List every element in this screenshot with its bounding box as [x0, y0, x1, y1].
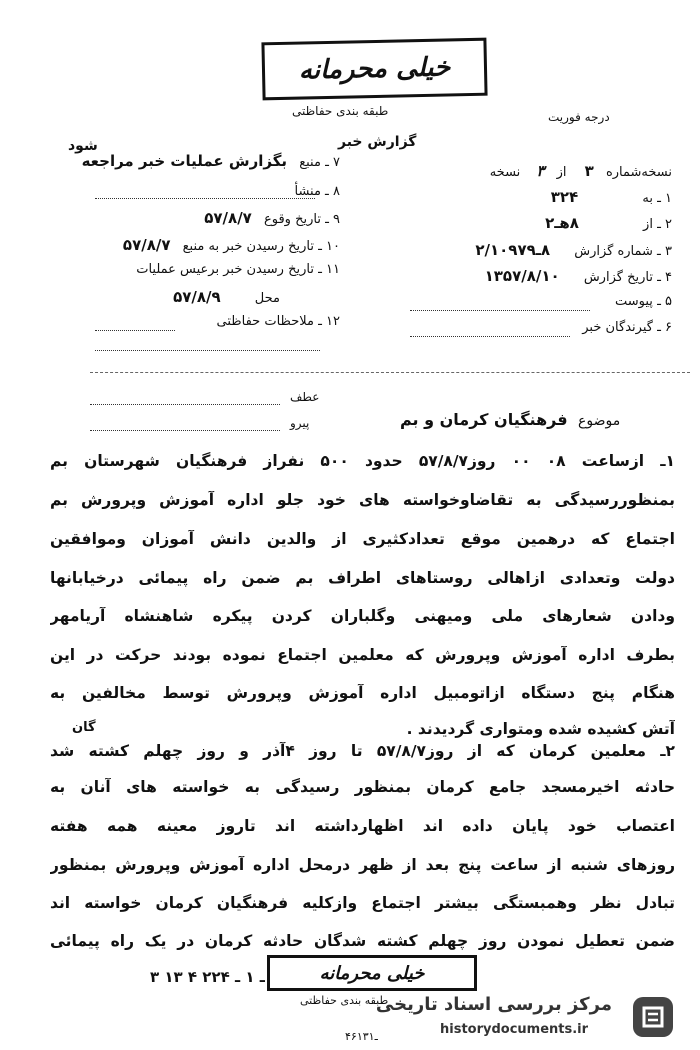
notes-dotline	[95, 330, 175, 331]
body-line: دولت وتعدادی ازاهالی روستاهای اطراف بم ضمن راه پیمائی درخیابانها	[50, 569, 675, 587]
report-title: گزارش خبر	[338, 134, 417, 150]
origin-dotline	[95, 198, 315, 199]
report-date-field: ۴ ـ تاریخ گزارش ۱۳۵۷/۸/۱۰	[484, 267, 672, 285]
peyro-dotline	[90, 430, 280, 431]
atf-label: عطف	[290, 390, 320, 404]
atf-dotline	[90, 404, 280, 405]
watermark-name: مرکز بررسی اسناد تاریخی	[375, 994, 612, 1015]
section-divider	[90, 372, 690, 373]
attachment-field: ۵ ـ پیوست	[615, 294, 672, 309]
receipt-at-source-field: ۱۰ ـ تاریخ رسیدن خبر به منبع ۵۷/۸/۷	[122, 236, 340, 254]
source-field: ۷ ـ منبع بگزارش عملیات خبر مراجعه	[81, 152, 340, 170]
page-number: ۴۶ـ۱۳۱	[345, 1030, 378, 1043]
archive-logo-icon	[630, 994, 676, 1040]
recipients-dotline	[410, 336, 570, 337]
event-date-field: ۹ ـ تاریخ وقوع ۵۷/۸/۷	[204, 209, 340, 227]
origin-field: ۸ ـ منشأ	[294, 184, 340, 199]
report-number-field: ۳ ـ شماره گزارش ۸ـ۲/۱۰۹۷۹	[475, 241, 672, 259]
watermark-url: historydocuments.ir	[440, 1022, 589, 1037]
body-line: ضمن تعطیل نمودن روز چهلم کشته شدگان حادثه کرمان در یک راه پیمائی	[50, 932, 675, 950]
receipt-at-ops-field: ۱۱ ـ تاریخ رسیدن خبر برعیس عملیات	[136, 262, 340, 277]
body-line: ۱ـ ازساعت ۰۸ ۰۰ روز۵۷/۸/۷ حدود ۵۰۰ نفراز فرهنگیان شهرستان بم	[50, 452, 675, 470]
body-line: تبادل نظر وهمبستگی بیشتر اجتماع وازکلیه فرهنگیان کرمان خواسته اند	[50, 894, 675, 912]
subject-field: موضوع فرهنگیان کرمان و بم	[400, 410, 621, 429]
line-suffix-gan: گان	[72, 720, 96, 735]
security-notes-field: ۱۲ ـ ملاحظات حفاظتی	[216, 314, 340, 329]
body-line: بمنظوررسیدگی به تقاضاوخواسته های خود جلو اداره آموزش وپرورش بم	[50, 491, 675, 509]
notes-dotline-2	[95, 350, 320, 351]
body-line: اعتصاب خود پایان داده اند اظهارداشته اند تاروز معینه همه هفته	[50, 817, 675, 835]
body-line: آتش کشیده شده ومتواری گردیدند .	[406, 720, 675, 738]
priority-label: درجه فوریت	[548, 110, 610, 124]
from-field: ۲ ـ از ۸هـ۲	[545, 214, 672, 232]
body-line: ودادن شعارهای ملی ومیهنی وگلباران کردن پیکره شاهنشاه آریامهر	[50, 607, 675, 625]
copy-number-field: نسخه‌شماره ۳ از ۳ نسخه	[489, 162, 672, 180]
body-line: هنگام پنج دستگاه ازاتومبیل اداره آموزش وپرورش توسط مخالفین به	[50, 684, 675, 702]
recipients-field: ۶ ـ گیرندگان خبر	[582, 320, 672, 335]
body-line: بطرف اداره آموزش وپرورش که معلمین اجتماع نموده بودند حرکت در این	[50, 646, 675, 664]
body-line: حادثه اخیرمسجد جامع کرمان بمنظور رسیدگی به خواسته های آنان به	[50, 778, 675, 796]
source-continuation: شود	[68, 138, 98, 154]
classification-caption: طبقه بندی حفاظتی	[292, 104, 389, 118]
body-line: روزهای شنبه از ساعت پنج بعد از ظهر درمحل اداره آموزش وپرورش بمنظور	[50, 856, 675, 874]
body-line: ۲ـ معلمین کرمان که از روز۵۷/۸/۷ تا روز ۴آذر و روز چهلم کشته شد	[50, 742, 675, 760]
attachment-dotline	[410, 310, 590, 311]
classification-stamp: خیلی محرمانه	[261, 38, 487, 101]
body-line: اجتماع که درهمین موقع تعدادکثیری از والدین دانش آموزان وموافقین	[50, 530, 675, 548]
to-field: ۱ ـ به ۳۲۴	[550, 188, 672, 206]
footer-reference-code: ۳ ۱۳ ۴ ـ ۱ ـ ۲۲۴	[150, 968, 265, 986]
footer-classification-stamp: خیلی محرمانه	[267, 955, 477, 991]
footer-classification-caption: طبقه بندی حفاظتی	[300, 994, 389, 1007]
place-field: محل ۵۷/۸/۹	[173, 288, 280, 306]
peyro-label: پیرو	[290, 416, 310, 430]
